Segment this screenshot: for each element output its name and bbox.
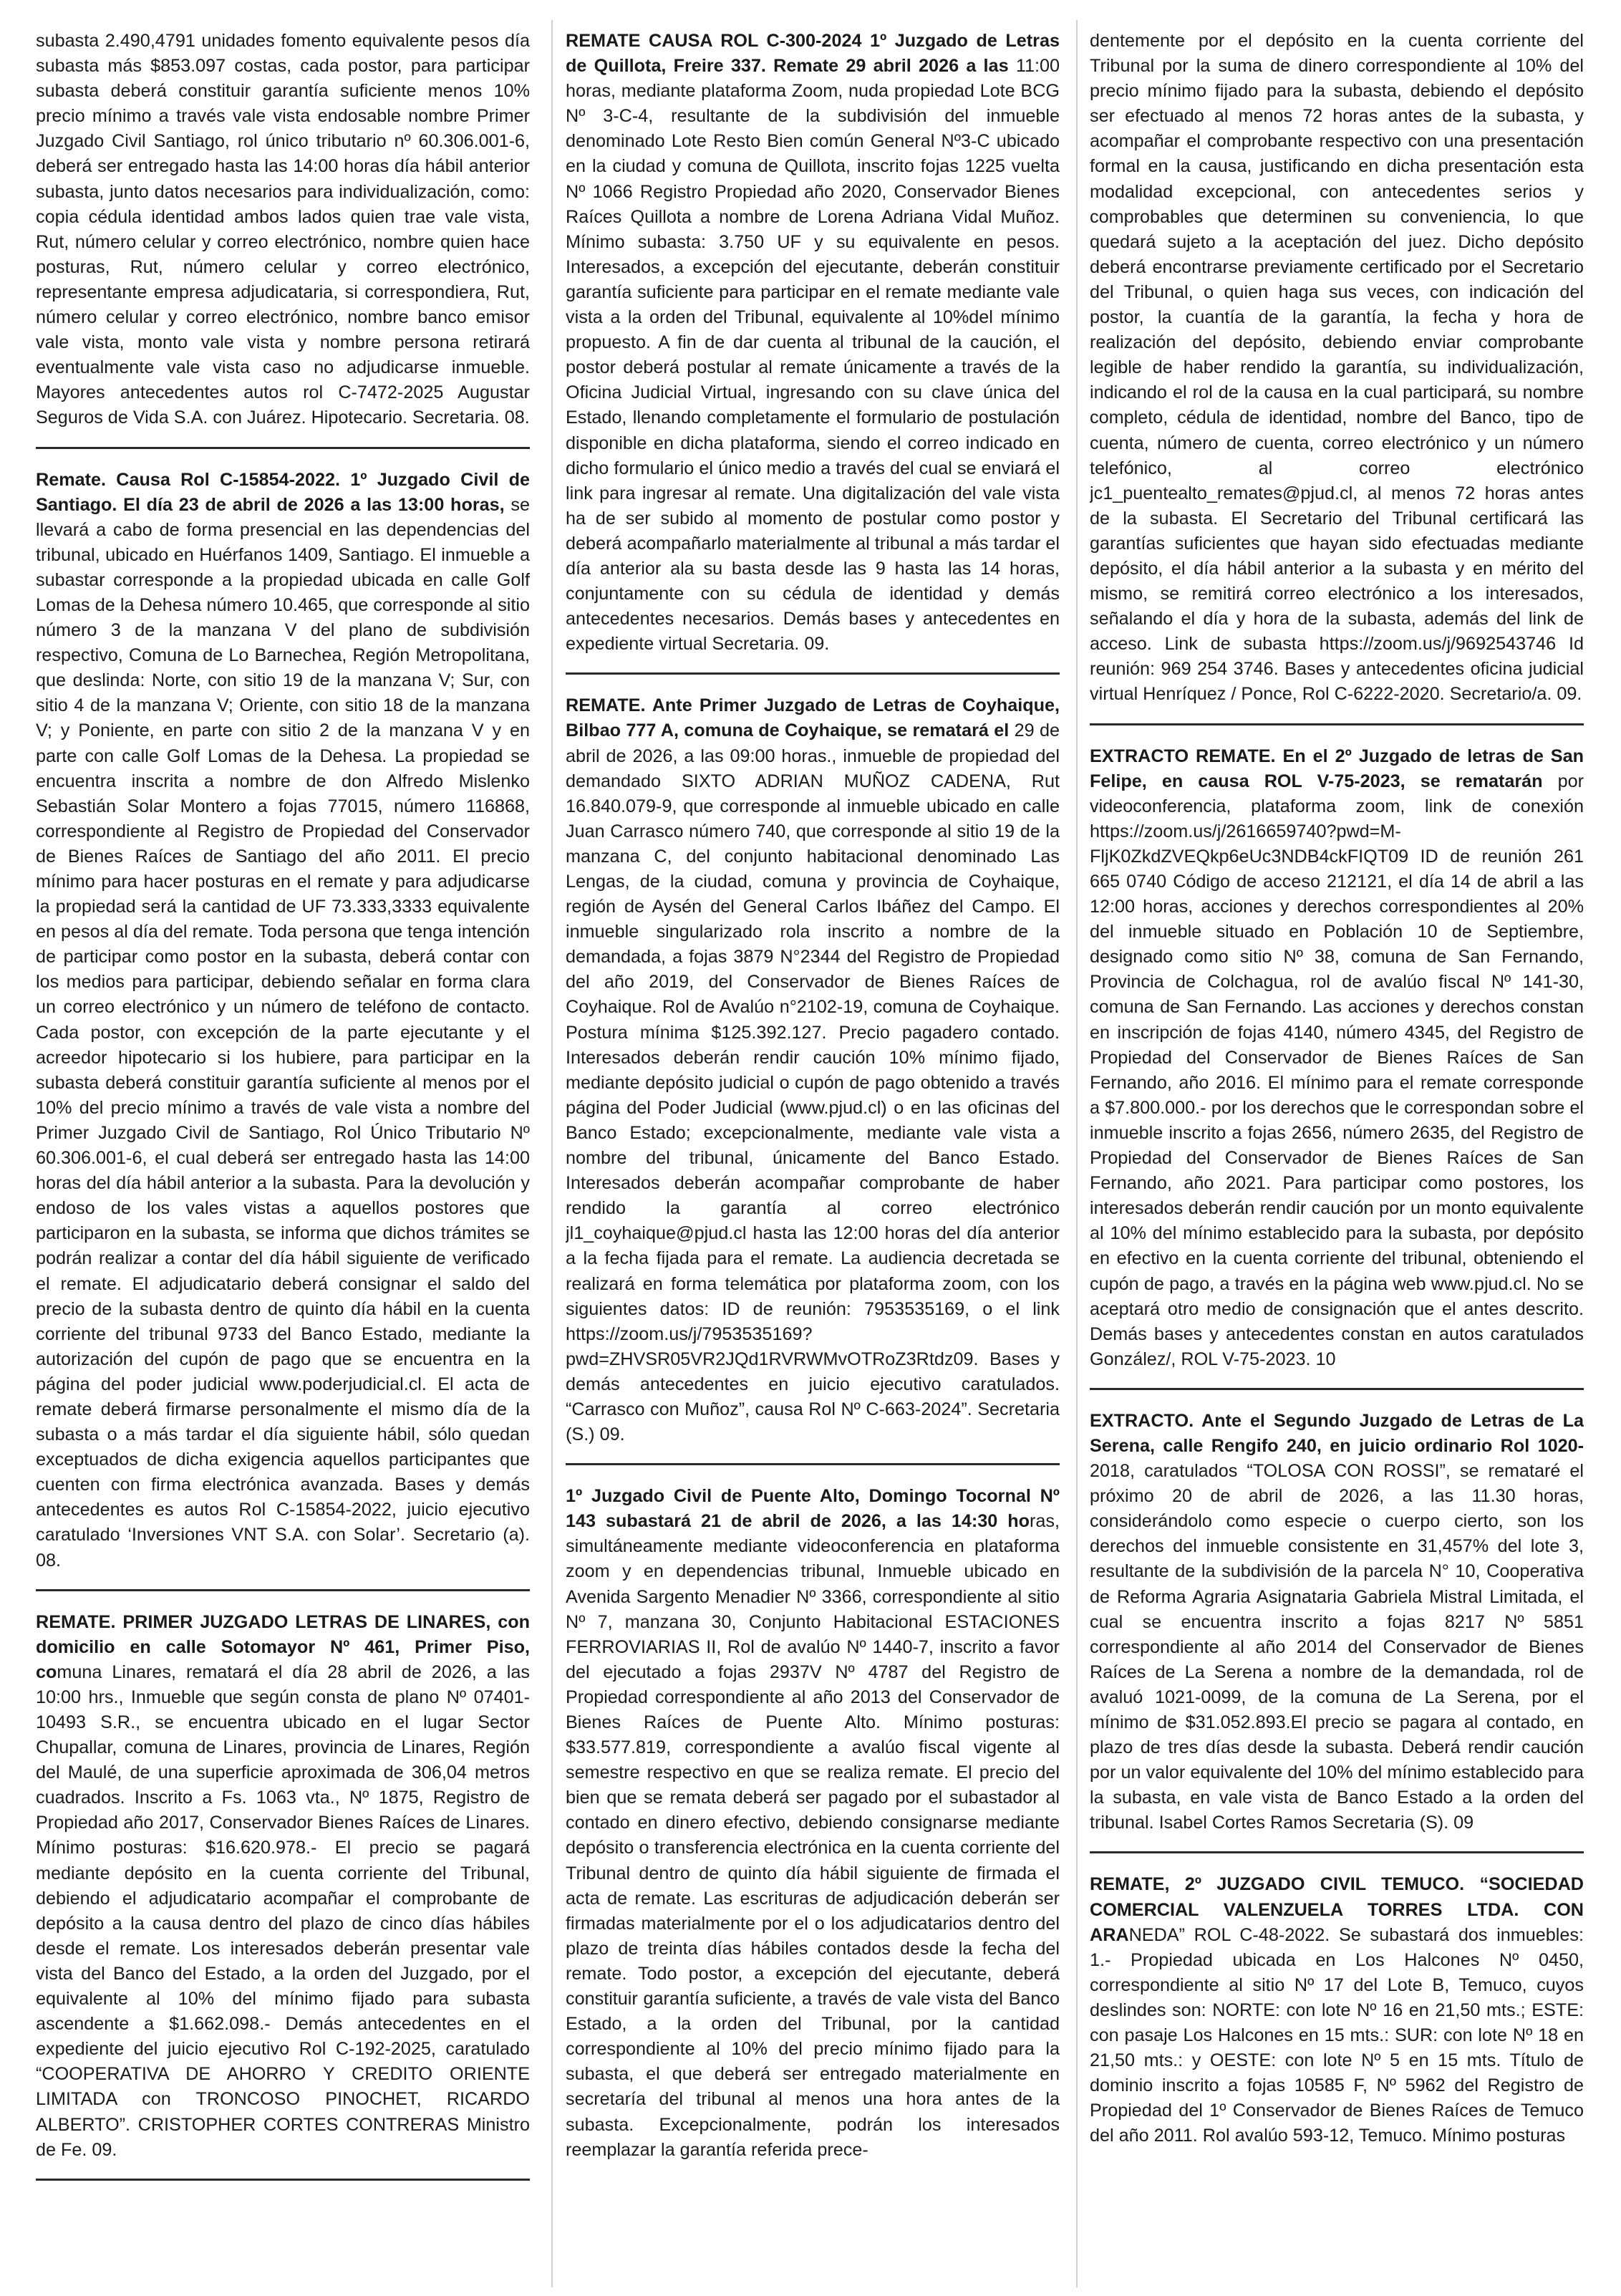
notice-body: por videoconferencia, plataforma zoom, link de conexión https://zoom.us/j/2616659740?pwd=M-FljK0ZkdZVEQkp6eUc3NDB4ckFIQT09 ID de reunión 261 665 0740 Código de acceso 212121, el día 14 de abril a las 12:00 horas, acciones y derechos correspondientes al 20% del inmueble situado en Población 10 de Septiembre, designado como sitio Nº 38, comuna de San Fernando, Provincia de Colchagua, rol de avalúo fiscal Nº 141-30, comuna de San Fernando. Las acciones y derechos constan en inscripción de fojas 4140, número 4345, del Registro de Propiedad del Conservador de Bienes Raíces de San Fernando, año 2016. El mínimo para el remate corresponde a $7.800.000.- por los derechos que le correspondan sobre el inmueble inscrito a fojas 2656, número 2635, del Registro de Propiedad del Conservador de Bienes Raíces de San Fernando, año 2021. Para participar como postores, los interesados deberán rendir caución por un monto equivalente al 10% del mínimo establecido para la subasta, por depósito en efectivo en la cuenta corriente del tribunal, obteniendo el cupón de pago, a través en la página web www.pjud.cl. No se aceptará otro medio de consignación que el antes descrito. Demás bases y antecedentes constan en autos caratulados González/, ROL V-75-2023. 10 <box>1090 771 1584 1369</box>
notice-heading: REMATE. PRIMER JUZGADO LETRAS DE LINARES, con domicilio en calle Sotomayor Nº 461, Primer Piso, co <box>36 1611 530 1682</box>
notice-body: 2018, caratulados “TOLOSA CON ROSSI”, se remataré el próximo 20 de abril de 2026, a las 11.30 horas, considerándolo como especie o cuerpo cierto, son los derechos del inmueble consistente en 31,457% del lote 3, resultante de la subdivisión de la parcela N° 10, Cooperativa de Reforma Agraria Asignataria Gabriela Mistral Limitada, el cual se encuentra inscrito a fojas 8217 Nº 5851 correspondiente al año 2014 del Conservador de Bienes Raíces de La Serena a nombre de la demandada, rol de avaluó 1021-0099, de la comuna de La Serena, por el mínimo de $31.052.893.El precio se pagara al contado, en plazo de tres días desde la subasta. Deberá rendir caución por un valor equivalente del 10% del mínimo establecido para la subasta, en vale vista de Banco Estado a la orden del tribunal. Isabel Cortes Ramos Secretaria (S). 09 <box>1090 1461 1584 1833</box>
column-1 <box>36 29 530 2277</box>
legal-notice <box>36 468 530 1591</box>
notice-heading: REMATE, 2º JUZGADO CIVIL TEMUCO. “SOCIEDAD COMERCIAL VALENZUELA TORRES LTDA. CON ARA <box>1090 1874 1584 1945</box>
legal-notice <box>566 693 1060 1465</box>
notice-heading: Remate. Causa Rol C-15854-2022. 1º Juzgado Civil de Santiago. El día 23 de abril de 2026 a las 13:00 horas, <box>36 469 530 515</box>
notice-heading: 1º Juzgado Civil de Puente Alto, Domingo Tocornal Nº 143 subastará 21 de abril de 2026, a las 14:30 ho <box>566 1486 1060 1532</box>
notice-heading: REMATE CAUSA ROL C-300-2024 1º Juzgado de Letras de Quillota, Freire 337. Remate 29 abril 2026 a las <box>566 31 1060 77</box>
legal-notice <box>566 29 1060 675</box>
notice-body: dentemente por el depósito en la cuenta corriente del Tribunal por la suma de dinero correspondiente al 10% del precio mínimo fijado para la subasta, debiendo el depósito ser efectuado al menos 72 horas antes de la subasta, y acompañar el comprobante respectivo con una presentación formal en la causa, justificando en dicha presentación esta modalidad excepcional, con antecedentes serios y comprobables que determinen su conveniencia, lo que quedará sujeto a la aceptación del juez. Dicho depósito deberá encontrarse previamente certificado por el Secretario del Tribunal, o quien haga sus veces, con indicación del postor, la cuantía de la garantía, la fecha y hora de realización del depósito, debiendo enviar comprobante legible de haber rendido la garantía, su individualización, indicando el rol de la causa en la cual participará, su nombre completo, cédula de identidad, nombre del Banco, tipo de cuenta, número de cuenta, correo electrónico y un número telefónico, al correo electrónico jc1_puentealto_remates@pjud.cl, al menos 72 horas antes de la subasta. El Secretario del Tribunal certificará las garantías suficientes que hayan sido efectuadas mediante depósito, el día hábil anterior a la subasta y en mérito del mismo, se remitirá correo electrónico a los interesados, señalando el día y hora de la subasta, además del link de acceso. Link de subasta https://zoom.us/j/9692543746 Id reunión: 969 254 3746. Bases y antecedentes oficina judicial virtual Henríquez / Ponce, Rol C-6222-2020. Secretario/a. 09. <box>1090 31 1584 705</box>
legal-notice <box>36 29 530 449</box>
notice-body: muna Linares, rematará el día 28 abril de 2026, a las 10:00 hrs., Inmueble que según consta de plano Nº 07401-10493 S.R., se encuentra ubicado en el lugar Sector Chupallar, comuna de Linares, provincia de Linares, Región del Maulé, de una superficie aproximada de 306,04 metros cuadrados. Inscrito a Fs. 1063 vta., Nº 1875, Registro de Propiedad año 2017, Conservador Bienes Raíces de Linares. Mínimo posturas: $16.620.978.- El precio se pagará mediante depósito en la cuenta corriente del Tribunal, debiendo el adjudicatario acompañar el comprobante de depósito a la causa dentro del plazo de cinco días hábiles desde el remate. Los interesados deberán presentar vale vista del Banco del Estado, a la orden del Juzgado, por el equivalente al 10% del mínimo fijado para subasta ascendente a $1.662.098.- Demás antecedentes en el expediente del juicio ejecutivo Rol C-192-2025, caratulado “COOPERATIVA DE AHORRO Y CREDITO ORIENTE LIMITADA con TRONCOSO PINOCHET, RICARDO ALBERTO”. CRISTOPHER CORTES CONTRERAS Ministro de Fe. 09. <box>36 1661 530 2160</box>
column-divider <box>551 20 553 2287</box>
column-divider <box>1076 20 1078 2287</box>
column-3 <box>1090 29 1584 2277</box>
legal-notice <box>1090 1409 1584 1854</box>
legal-notice <box>1090 29 1584 725</box>
legal-notice <box>1090 1872 1584 2164</box>
notice-body: NEDA” ROL C-48-2022. Se subastará dos inmuebles: 1.- Propiedad ubicada en Los Halcones Nº 0450, correspondiente al sitio Nº 17 del Lote B, Temuco, cuyos deslindes son: NORTE: con lote Nº 16 en 21,50 mts.; ESTE: con pasaje Los Halcones en 15 mts.: SUR: con lote Nº 18 en 21,50 mts.: y OESTE: con lote Nº 5 en 15 mts. Título de dominio inscrito a fojas 10585 F, Nº 5962 del Registro de Propiedad del 1º Conservador de Bienes Raíces de Temuco del año 2011. Rol avalúo 593-12, Temuco. Mínimo posturas <box>1090 1924 1584 2146</box>
notice-heading: EXTRACTO REMATE. En el 2º Juzgado de letras de San Felipe, en causa ROL V-75-2023, se rematarán <box>1090 746 1584 791</box>
notice-heading: REMATE. Ante Primer Juzgado de Letras de Coyhaique, Bilbao 777 A, comuna de Coyhaique, se rematará el <box>566 695 1060 741</box>
legal-notice <box>36 1610 530 2181</box>
notice-body: ras, simultáneamente mediante videoconferencia en plataforma zoom y en dependencias tribunal, Inmueble ubicado en Avenida Sargento Menadier Nº 3366, correspondiente al sitio Nº 7, manzana 30, Conjunto Habitacional ESTACIONES FERROVIARIAS II, Rol de avalúo Nº 1440-7, inscrito a favor del ejecutado a fojas 2937V Nº 4787 del Registro de Propiedad correspondiente al año 2013 del Conservador de Bienes Raíces de Puente Alto. Mínimo posturas: $33.577.819, correspondiente a avalúo fiscal vigente al semestre respectivo en que se realiza remate. El precio del bien que se remata deberá ser pagado por el subastador al contado en dinero efectivo, debiendo consignarse mediante depósito o transferencia electrónica en la cuenta corriente del Tribunal dentro de quinto día hábil siguiente de firmada el acta de remate. Las escrituras de adjudicación deberán ser firmadas materialmente por el o los adjudicatarios dentro del plazo de treinta días hábiles contados desde la fecha del remate. Todo postor, a excepción del ejecutante, deberá constituir garantía suficiente, a través de vale vista del Banco Estado, a la orden del Tribunal, por la cantidad correspondiente al 10% del precio mínimo fijado para la subasta, el que deberá ser entregado materialmente en secretaría del tribunal al menos una hora antes de la subasta. Excepcionalmente, podrán los interesados reemplazar la garantía referida prece- <box>566 1511 1060 2160</box>
legal-notice <box>1090 744 1584 1390</box>
legal-notice <box>566 1484 1060 2179</box>
column-2 <box>566 29 1060 2277</box>
notice-body: 29 de abril de 2026, a las 09:00 horas., inmueble de propiedad del demandado SIXTO ADRIAN MUÑOZ CADENA, Rut 16.840.079-9, que corresponde al inmueble ubicado en calle Juan Carrasco número 740, que corresponde al sitio 19 de la manzana C, del conjunto habitacional denominado Las Lengas, de la ciudad, comuna y provincia de Coyhaique, región de Aysén del General Carlos Ibáñez del Campo. El inmueble singularizado rola inscrito a nombre de la demandada, a fojas 3879 N°2344 del Registro de Propiedad del año 2019, del Conservador de Bienes Raíces de Coyhaique. Rol de Avalúo n°2102-19, comuna de Coyhaique. Postura mínima $125.392.127. Precio pagadero contado. Interesados deberán rendir caución 10% mínimo fijado, mediante depósito judicial o cupón de pago obtenido a través página del Poder Judicial (www.pjud.cl) o en las oficinas del Banco Estado; excepcionalmente, mediante vale vista a nombre del tribunal, únicamente del Banco Estado. Interesados deberán acompañar comprobante de haber rendido la garantía al correo electrónico jl1_coyhaique@pjud.cl hasta las 12:00 horas del día anterior a la fecha fijada para el remate. La audiencia decretada se realizará en forma telemática por plataforma zoom, con los siguientes datos: ID de reunión: 7953535169, o el link https://zoom.us/j/7953535169?pwd=ZHVSR05VR2JQd1RVRWMvOTRoZ3Rtdz09. Bases y demás antecedentes en juicio ejecutivo caratulados. “Carrasco con Muñoz”, causa Rol Nº C-663-2024”. Secretaria (S.) 09. <box>566 720 1060 1445</box>
notice-body: subasta 2.490,4791 unidades fomento equivalente pesos día subasta más $853.097 costas, cada postor, para participar subasta deberá constituir garantía suficiente menos 10% precio mínimo a través vale vista endosable nombre Primer Juzgado Civil Santiago, rol único tributario nº 60.306.001-6, deberá ser entregado hasta las 14:00 horas día hábil anterior subasta, junto datos necesarios para individualización, como: copia cédula identidad ambos lados quien trae vale vista, Rut, número celular y correo electrónico, nombre quien hace posturas, Rut, número celular y correo electrónico, representante empresa adjudicataria, si correspondiera, Rut, número celular y correo electrónico, nombre banco emisor vale vista, monto vale vista y nombre persona retirará eventualmente vale vista caso no adjudicarse inmueble. Mayores antecedentes autos rol C-7472-2025 Augustar Seguros de Vida S.A. con Juárez. Hipotecario. Secretaria. 08. <box>36 31 530 428</box>
notice-body: se llevará a cabo de forma presencial en las dependencias del tribunal, ubicado en Huérfanos 1409, Santiago. El inmueble a subastar corresponde a la propiedad ubicada en calle Golf Lomas de la Dehesa número 10.465, que corresponde al sitio número 3 de la manzana V del plano de subdivisión respectivo, Comuna de Lo Barnechea, Región Metropolitana, que deslinda: Norte, con sitio 19 de la manzana V; Sur, con sitio 4 de la manzana V; Oriente, con sitio 18 de la manzana V; y Poniente, en parte con sitio 2 de la manzana V y en parte con calle Golf Lomas de la Dehesa. La propiedad se encuentra inscrita a nombre de don Alfredo Mislenko Sebastián Solar Montero a fojas 77015, número 116868, correspondiente al Registro de Propiedad del Conservador de Bienes Raíces de Santiago del año 2011. El precio mínimo para hacer posturas en el remate y para adjudicarse la propiedad será la cantidad de UF 73.333,3333 equivalente en pesos al día del remate. Toda persona que tenga intención de participar como postor en la subasta, deberá contar con los medios para participar, debiendo señalar en forma clara un correo electrónico y un número de teléfono de contacto. Cada postor, con excepción de la parte ejecutante y el acreedor hipotecario si los hubiere, para participar en la subasta deberá constituir garantía suficiente al menos por el 10% del precio mínimo a través de vale vista a nombre del Primer Juzgado Civil de Santiago, Rol Único Tributario Nº 60.306.001-6, el cual deberá ser entregado hasta las 14:00 horas del día hábil anterior a la subasta. Para la devolución y endoso de los vales vistas a aquellos postores que participaron en la subasta, se informa que dichos trámites se podrán realizar a contar del día hábil siguiente de verificado el remate. El adjudicatario deberá consignar el saldo del precio de la subasta dentro de quinto día hábil en la cuenta corriente del tribunal 9733 del Banco Estado, mediante la autorización del cupón de pago que se encuentra en la página del poder judicial www.poderjudicial.cl. El acta de remate deberá firmarse personalmente el mismo día de la subasta o a más tardar el día siguiente hábil, sólo quedan exceptuados de dicha exigencia aquellos participantes que cuenten con firma electrónica avanzada. Bases y demás antecedentes es autos Rol C-15854-2022, juicio ejecutivo caratulado ‘Inversiones VNT S.A. con Solar’. Secretario (a). 08. <box>36 494 530 1571</box>
notice-body: 11:00 horas, mediante plataforma Zoom, nuda propiedad Lote BCG Nº 3-C-4, resultante de la subdivisión del inmueble denominado Lote Resto Bien común General Nº3-C ubicado en la ciudad y comuna de Quillota, inscrito fojas 1225 vuelta Nº 1066 Registro Propiedad año 2020, Conservador Bienes Raíces Quillota a nombre de Lorena Adriana Vidal Muñoz. Mínimo subasta: 3.750 UF y su equivalente en pesos. Interesados, a excepción del ejecutante, deberán constituir garantía suficiente para participar en el remate mediante vale vista a la orden del Tribunal, equivalente al 10%del mínimo propuesto. A fin de dar cuenta al tribunal de la caución, el postor deberá postular al remate únicamente a través de la Oficina Judicial Virtual, ingresando con su clave única del Estado, llenando completamente el formulario de postulación disponible en dicha plataforma, siendo el correo indicado en dicho formulario el único medio a través del cual se enviará el link para ingresar al remate. Una digitalización del vale vista ha de ser subido al momento de postular como postor y deberá acompañarlo materialmente al tribunal a más tardar el día anterior ala su basta desde las 9 hasta las 14 horas, conjuntamente con su cédula de identidad y demás antecedentes necesarios. Demás bases y antecedentes en expediente virtual Secretaria. 09. <box>566 56 1060 655</box>
notice-heading: EXTRACTO. Ante el Segundo Juzgado de Letras de La Serena, calle Rengifo 240, en juicio ordinario Rol 1020- <box>1090 1410 1584 1456</box>
